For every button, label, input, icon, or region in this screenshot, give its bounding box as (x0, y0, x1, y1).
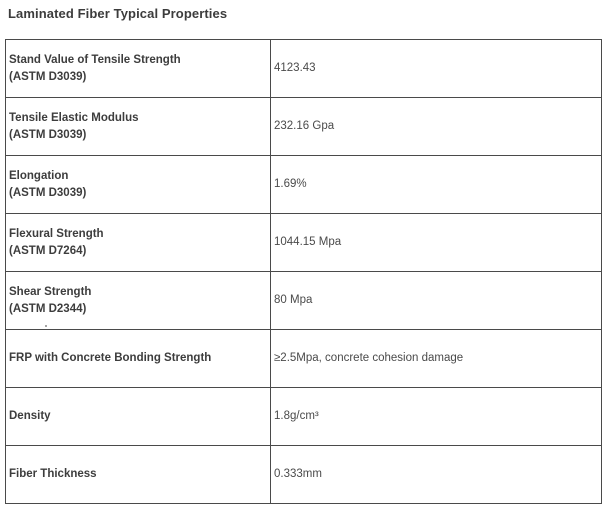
property-standard: (ASTM D3039) (9, 186, 87, 199)
property-name: Density (9, 410, 51, 422)
property-name: Tensile Elastic Modulus (9, 111, 139, 124)
table-row (6, 98, 602, 156)
property-standard: (ASTM D2344) (9, 302, 87, 315)
document-title: Laminated Fiber Typical Properties (8, 6, 228, 21)
property-cell (6, 98, 271, 156)
property-name: Flexural Strength (9, 227, 104, 240)
property-standard: (ASTM D3039) (9, 70, 87, 83)
table-row (6, 330, 602, 388)
table-row (6, 272, 602, 330)
property-cell (6, 272, 271, 330)
property-cell (6, 40, 271, 98)
value-cell: 1044.15 Mpa (271, 214, 602, 272)
property-cell (6, 388, 271, 446)
table-row (6, 388, 602, 446)
property-name: FRP with Concrete Bonding Strength (9, 352, 212, 364)
property-standard: (ASTM D7264) (9, 244, 87, 257)
table-row (6, 214, 602, 272)
table-row (6, 446, 602, 504)
value-cell: ≥2.5Mpa, concrete cohesion damage (271, 330, 602, 388)
property-cell (6, 214, 271, 272)
property-standard: (ASTM D3039) (9, 128, 87, 141)
value-cell: 80 Mpa (271, 272, 602, 330)
value-cell: 4123.43 (271, 40, 602, 98)
table-row (6, 40, 602, 98)
properties-table (5, 39, 602, 504)
scan-speck (45, 325, 47, 327)
property-cell (6, 330, 271, 388)
value-cell: 1.69% (271, 156, 602, 214)
property-name: Shear Strength (9, 285, 92, 298)
value-cell: 232.16 Gpa (271, 98, 602, 156)
property-cell (6, 156, 271, 214)
property-cell (6, 446, 271, 504)
table-row (6, 156, 602, 214)
property-name: Fiber Thickness (9, 468, 97, 480)
property-name: Stand Value of Tensile Strength (9, 53, 181, 66)
value-cell: 1.8g/cm³ (271, 388, 602, 446)
value-cell: 0.333mm (271, 446, 602, 504)
property-name: Elongation (9, 169, 69, 182)
